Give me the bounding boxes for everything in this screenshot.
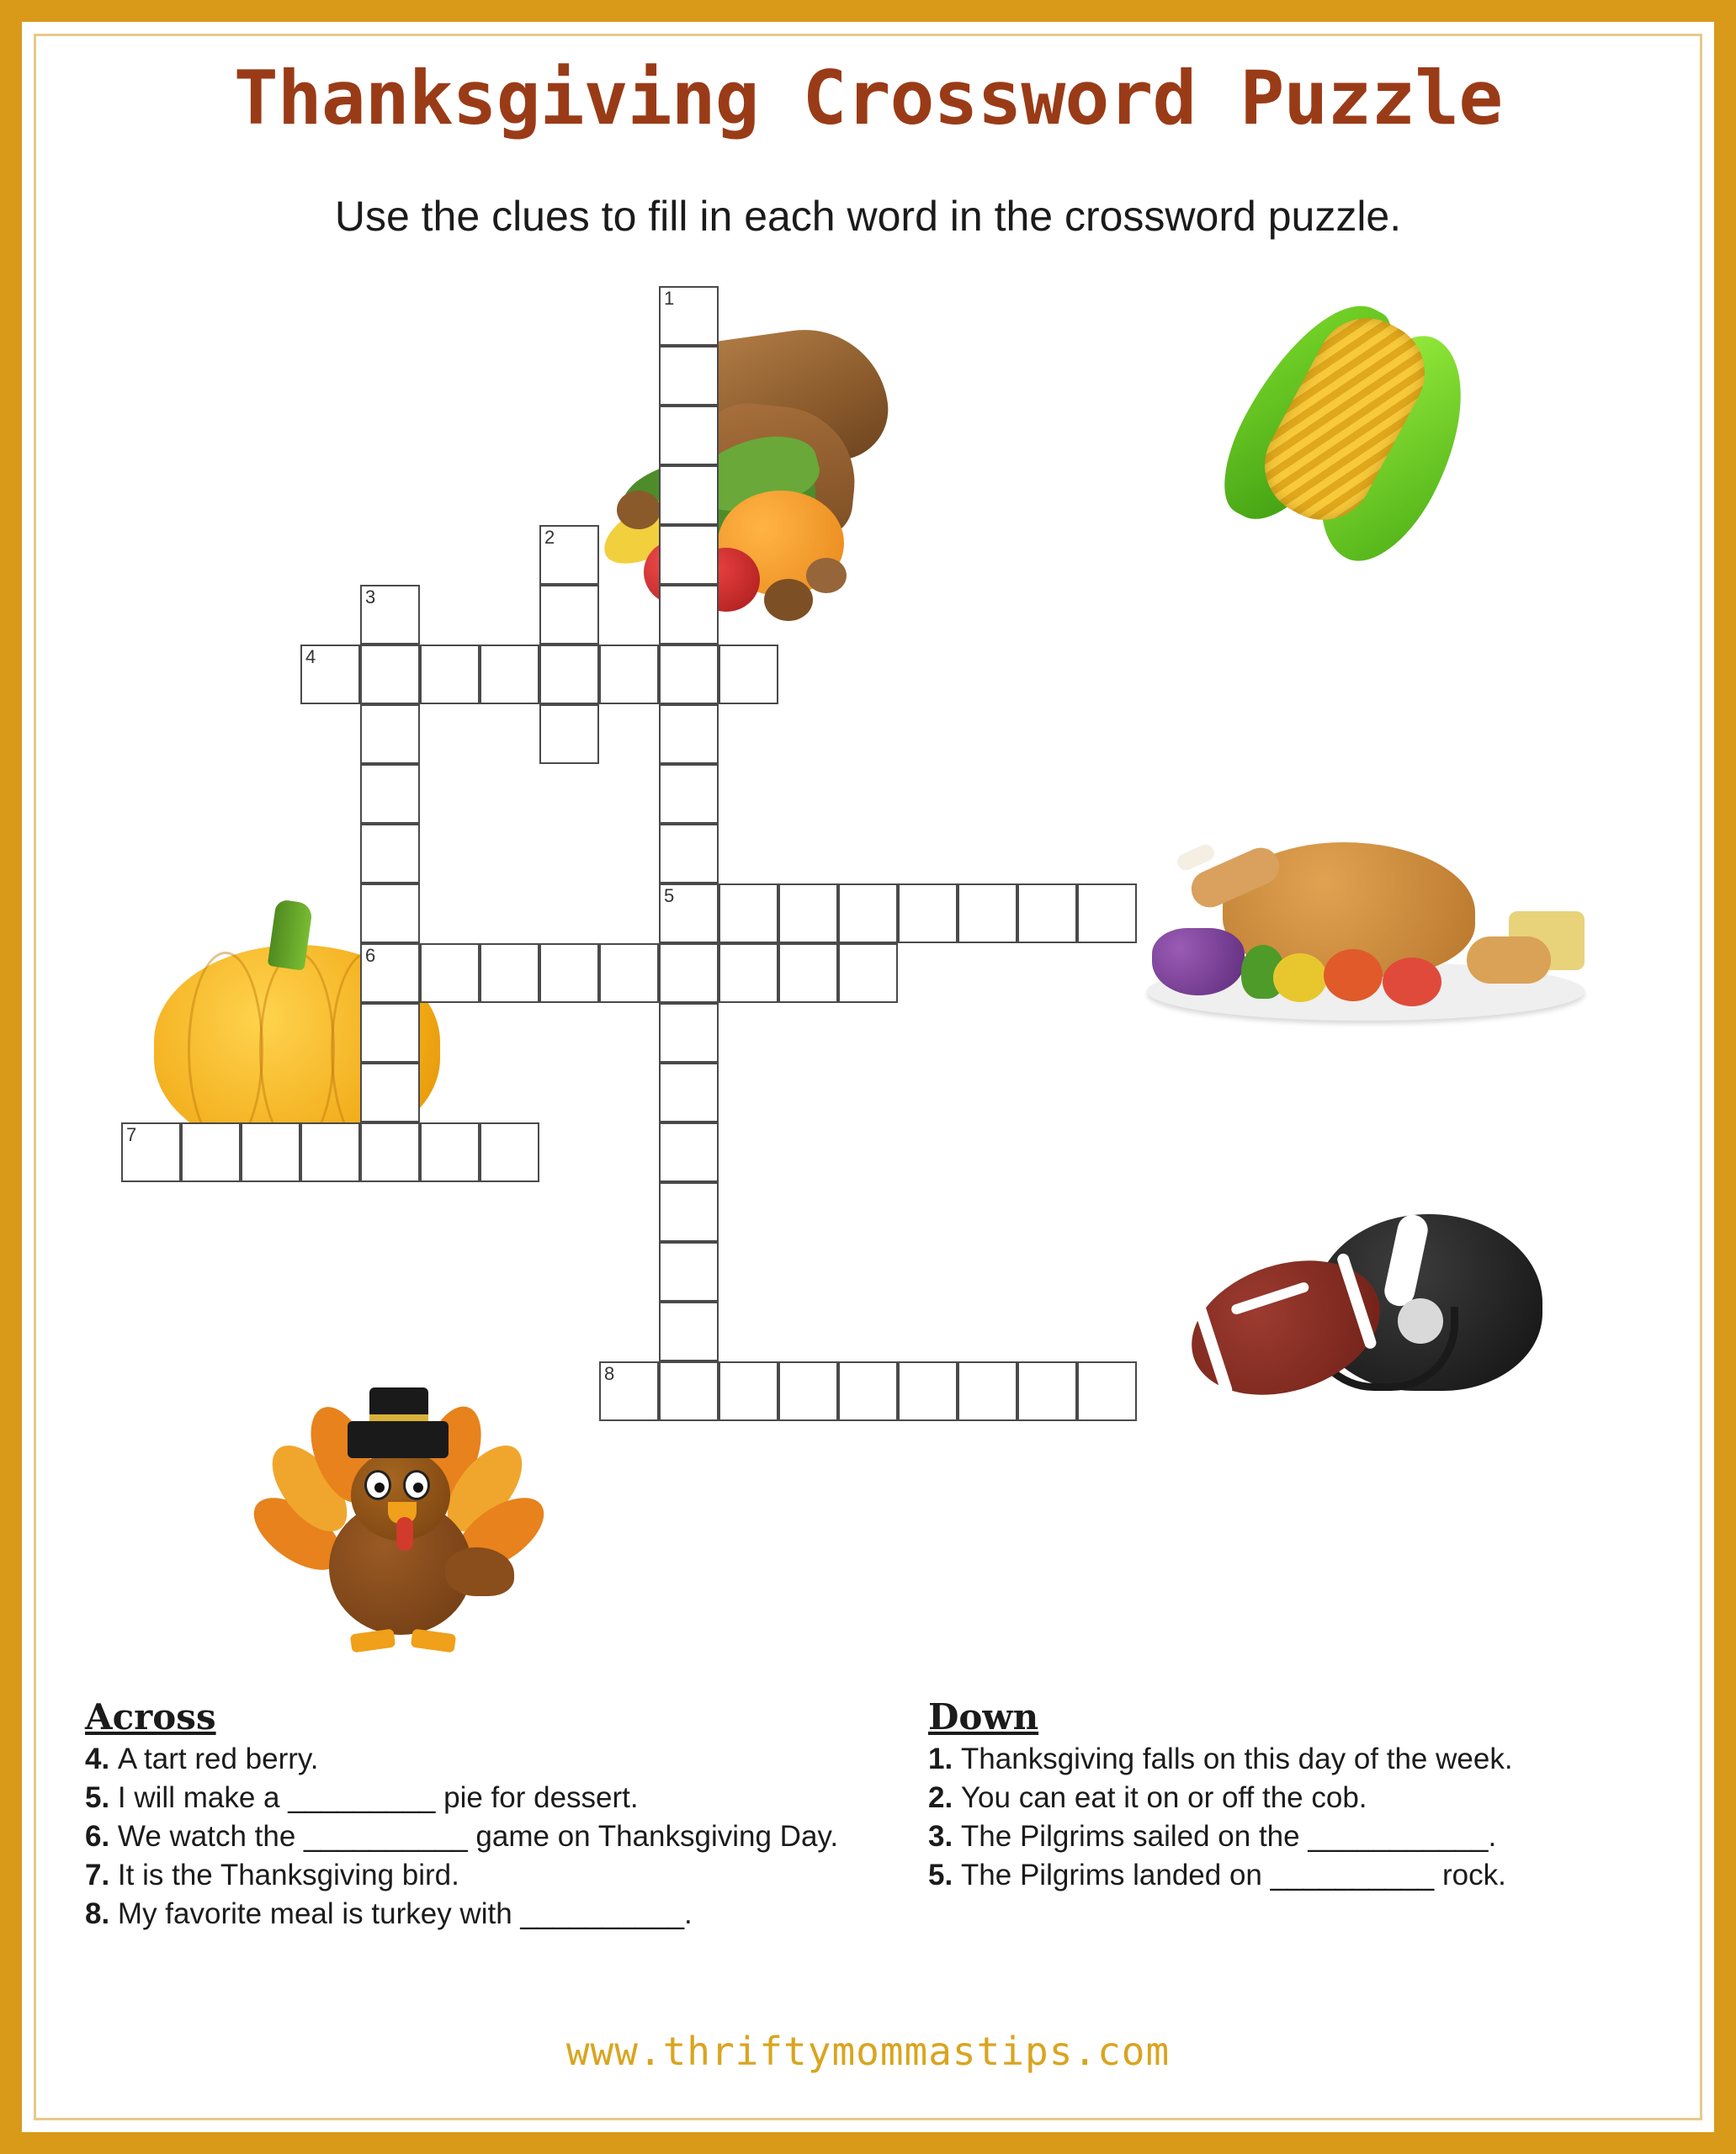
crossword-cell[interactable]: [659, 525, 719, 585]
clue-text: Thanksgiving falls on this day of the week.: [960, 1743, 1513, 1775]
crossword-cell[interactable]: [480, 943, 539, 1003]
crossword-cell[interactable]: [121, 1122, 181, 1182]
clue-text: The Pilgrims landed on __________ rock.: [960, 1859, 1506, 1891]
clue-number: 3.: [928, 1820, 961, 1853]
crossword-cell[interactable]: [480, 1122, 539, 1182]
crossword-cell[interactable]: [1017, 883, 1077, 943]
cell-number: 2: [544, 527, 555, 548]
crossword-cell[interactable]: [300, 645, 360, 704]
crossword-cell[interactable]: [659, 1063, 719, 1122]
crossword-cell[interactable]: [898, 883, 958, 943]
across-clue-6: [85, 1817, 893, 1856]
page-inner-border: [34, 34, 1702, 2120]
crossword-cell[interactable]: [659, 286, 719, 346]
crossword-cell[interactable]: [599, 1361, 659, 1421]
clue-number: 5.: [928, 1859, 961, 1891]
crossword-cell[interactable]: [1077, 1361, 1137, 1421]
crossword-cell[interactable]: [838, 943, 898, 1003]
cell-number: 7: [126, 1124, 137, 1145]
crossword-cell[interactable]: [719, 645, 778, 704]
clue-text: My favorite meal is turkey with __________.: [117, 1897, 693, 1930]
crossword-cell[interactable]: [659, 585, 719, 645]
crossword-cell[interactable]: [898, 1361, 958, 1421]
crossword-cell[interactable]: [539, 525, 599, 585]
crossword-cell[interactable]: [719, 883, 778, 943]
crossword-cell[interactable]: [539, 704, 599, 764]
crossword-cell[interactable]: [838, 883, 898, 943]
crossword-cell[interactable]: [659, 943, 719, 1003]
cell-number: 5: [664, 885, 675, 906]
crossword-cell[interactable]: [838, 1361, 898, 1421]
site-footer: www.thriftymommastips.com: [565, 2029, 1171, 2074]
cell-number: 8: [604, 1363, 615, 1384]
crossword-cell[interactable]: [659, 1361, 719, 1421]
clue-number: 4.: [85, 1743, 118, 1775]
crossword-cell[interactable]: [659, 883, 719, 943]
clue-text: A tart red berry.: [117, 1743, 319, 1775]
crossword-cell[interactable]: [599, 645, 659, 704]
crossword-cell[interactable]: [539, 943, 599, 1003]
across-clues: [85, 1698, 893, 1934]
crossword-cell[interactable]: [659, 704, 719, 764]
crossword-cell[interactable]: [659, 406, 719, 465]
crossword-cell[interactable]: [659, 1122, 719, 1182]
crossword-cell[interactable]: [778, 1361, 838, 1421]
crossword-cell[interactable]: [1077, 883, 1137, 943]
crossword-cell[interactable]: [360, 824, 420, 883]
crossword-cell[interactable]: [360, 645, 420, 704]
clue-text: We watch the __________ game on Thanksgiving Day.: [117, 1820, 839, 1853]
clue-text: I will make a _________ pie for dessert.: [117, 1781, 639, 1814]
cell-number: 4: [305, 646, 316, 667]
crossword-cell[interactable]: [360, 1063, 420, 1122]
crossword-cell[interactable]: [360, 943, 420, 1003]
across-clue-7: [85, 1856, 893, 1895]
crossword-cell[interactable]: [360, 585, 420, 645]
clue-number: 5.: [85, 1781, 118, 1814]
crossword-cell[interactable]: [360, 1003, 420, 1063]
crossword-cell[interactable]: [241, 1122, 300, 1182]
crossword-cell[interactable]: [659, 1003, 719, 1063]
crossword-cell[interactable]: [420, 1122, 480, 1182]
crossword-cell[interactable]: [659, 645, 719, 704]
crossword-cell[interactable]: [599, 943, 659, 1003]
crossword-cell[interactable]: [539, 585, 599, 645]
crossword-cell[interactable]: [659, 824, 719, 883]
page-subtitle: Use the clues to fill in each word in the crossword puzzle.: [334, 193, 1402, 240]
crossword-cell[interactable]: [958, 1361, 1017, 1421]
crossword-cell[interactable]: [539, 645, 599, 704]
across-clue-5: [85, 1779, 893, 1817]
crossword-cell[interactable]: [659, 346, 719, 406]
across-heading: Across: [85, 1696, 216, 1738]
clue-text: The Pilgrims sailed on the ___________.: [960, 1820, 1497, 1853]
down-heading: Down: [928, 1696, 1039, 1738]
down-clue-3: [928, 1817, 1736, 1856]
crossword-cell[interactable]: [360, 883, 420, 943]
crossword-cell[interactable]: [1017, 1361, 1077, 1421]
across-clue-4: [85, 1740, 893, 1779]
crossword-cell[interactable]: [659, 764, 719, 824]
crossword-cell[interactable]: [360, 764, 420, 824]
clue-number: 2.: [928, 1781, 961, 1814]
crossword-cell[interactable]: [778, 943, 838, 1003]
clue-text: It is the Thanksgiving bird.: [117, 1859, 459, 1891]
crossword-cell[interactable]: [659, 465, 719, 525]
down-clue-2: [928, 1779, 1736, 1817]
crossword-cell[interactable]: [300, 1122, 360, 1182]
crossword-cell[interactable]: [719, 943, 778, 1003]
crossword-cell[interactable]: [659, 1182, 719, 1242]
clue-number: 6.: [85, 1820, 118, 1853]
crossword-cell[interactable]: [659, 1242, 719, 1302]
clue-number: 7.: [85, 1859, 118, 1891]
crossword-cell[interactable]: [420, 645, 480, 704]
page-title: Thanksgiving Crossword Puzzle: [233, 55, 1503, 141]
crossword-cell[interactable]: [360, 1122, 420, 1182]
down-clue-5: [928, 1856, 1736, 1895]
cell-number: 1: [664, 288, 675, 309]
crossword-cell[interactable]: [360, 704, 420, 764]
crossword-cell[interactable]: [719, 1361, 778, 1421]
clue-number: 8.: [85, 1897, 118, 1930]
crossword-cell[interactable]: [420, 943, 480, 1003]
clue-text: You can eat it on or off the cob.: [960, 1781, 1367, 1814]
across-clue-8: [85, 1895, 893, 1934]
down-clues: [928, 1698, 1736, 1895]
cell-number: 6: [365, 945, 376, 966]
cell-number: 3: [365, 586, 376, 607]
clue-number: 1.: [928, 1743, 961, 1775]
crossword-cell[interactable]: [958, 883, 1017, 943]
crossword-cell[interactable]: [480, 645, 539, 704]
down-clue-1: [928, 1740, 1736, 1779]
crossword-cell[interactable]: [778, 883, 838, 943]
crossword-cell[interactable]: [181, 1122, 241, 1182]
crossword-cell[interactable]: [659, 1302, 719, 1361]
